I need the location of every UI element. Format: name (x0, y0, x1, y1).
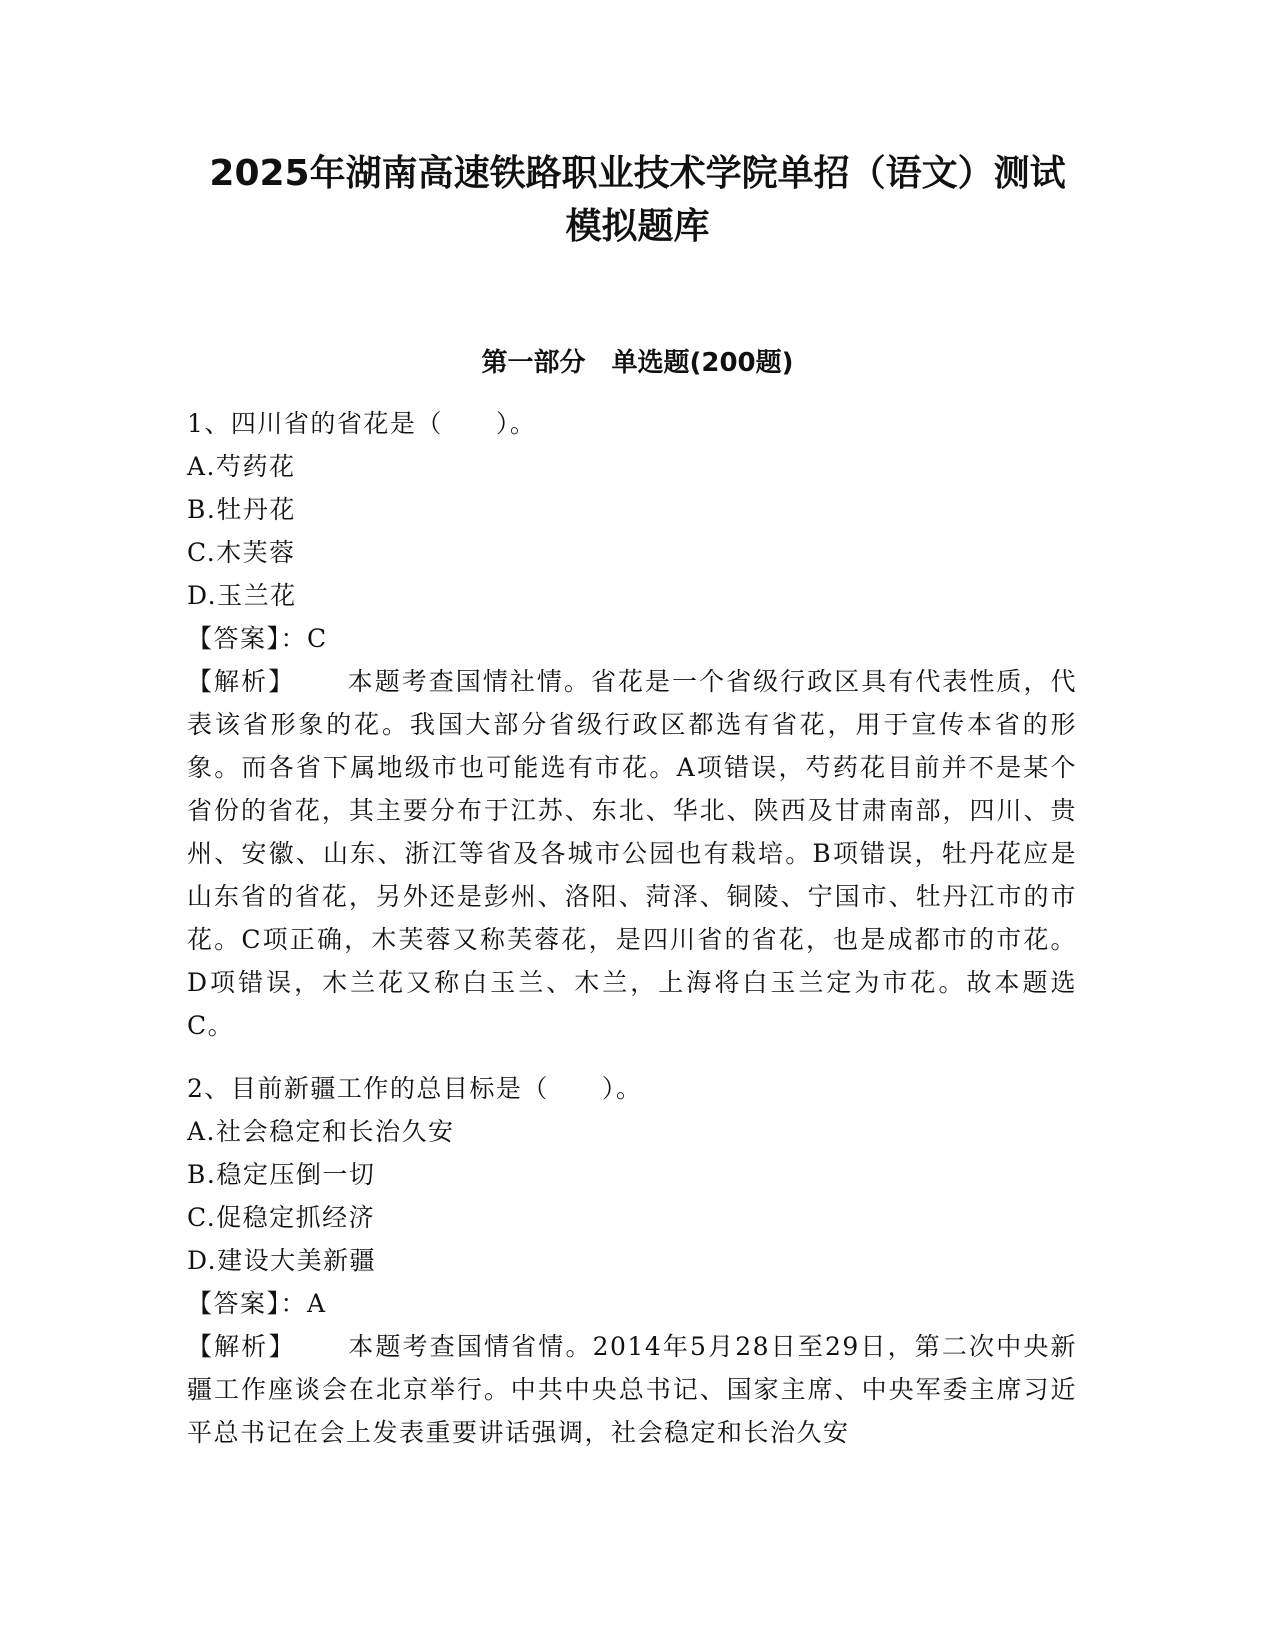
answer-label: 【答案】： (187, 1289, 308, 1318)
question-1 (187, 402, 1077, 1047)
answer-line (187, 1282, 1077, 1325)
option-d: D.玉兰花 (187, 581, 297, 610)
question-stem: 2、目前新疆工作的总目标是（ ）。 (187, 1074, 643, 1103)
option-c: C.木芙蓉 (187, 538, 296, 567)
explanation-label: 【解析】 (187, 1332, 296, 1361)
document-title-line-2: 模拟题库 (565, 206, 710, 247)
option-c: C.促稳定抓经济 (187, 1203, 376, 1232)
answer-label: 【答案】： (187, 624, 308, 653)
option-b: B.牡丹花 (187, 495, 296, 524)
document-title-line-1: 2025年湖南高速铁路职业技术学院单招（语文）测试 (209, 153, 1066, 194)
question-list (187, 402, 1077, 1454)
explanation-label: 【解析】 (187, 667, 296, 696)
explanation-text: 本题考查国情省情。2014年5月28日至29日，第二次中央新疆工作座谈会在北京举行。中共中央总书记、国家主席、中央军委主席习近平总书记在会上发表重要讲话强调，社会稳定和长治久安 (187, 1332, 1077, 1447)
answer-value: A (307, 1289, 327, 1318)
option-b: B.稳定压倒一切 (187, 1160, 376, 1189)
explanation (187, 1325, 1077, 1454)
option-a: A.社会稳定和长治久安 (187, 1117, 455, 1146)
explanation-text: 本题考查国情社情。省花是一个省级行政区具有代表性质，代表该省形象的花。我国大部分省级行政区都选有省花，用于宣传本省的形象。而各省下属地级市也可能选有市花。A项错误，芍药花目前并不是某个省份的省花，其主要分布于江苏、东北、华北、陕西及甘肃南部，四川、贵州、安徽、山东、浙江等省及各城市公园也有栽培。B项错误，牡丹花应是山东省的省花，另外还是彭州、洛阳、菏泽、铜陵、宁国市、牡丹江市的市花。C项正确，木芙蓉又称芙蓉花，是四川省的省花，也是成都市的市花。D项错误，木兰花又称白玉兰、木兰，上海将白玉兰定为市花。故本题选C。 (187, 667, 1077, 1040)
answer-value: C (307, 624, 328, 653)
answer-line (187, 617, 1077, 660)
option-d: D.建设大美新疆 (187, 1246, 377, 1275)
explanation (187, 660, 1077, 1047)
option-a: A.芍药花 (187, 452, 296, 481)
question-stem: 1、四川省的省花是（ ）。 (187, 409, 537, 438)
section-heading: 第一部分 单选题(200题) (481, 348, 794, 378)
question-2 (187, 1067, 1077, 1454)
